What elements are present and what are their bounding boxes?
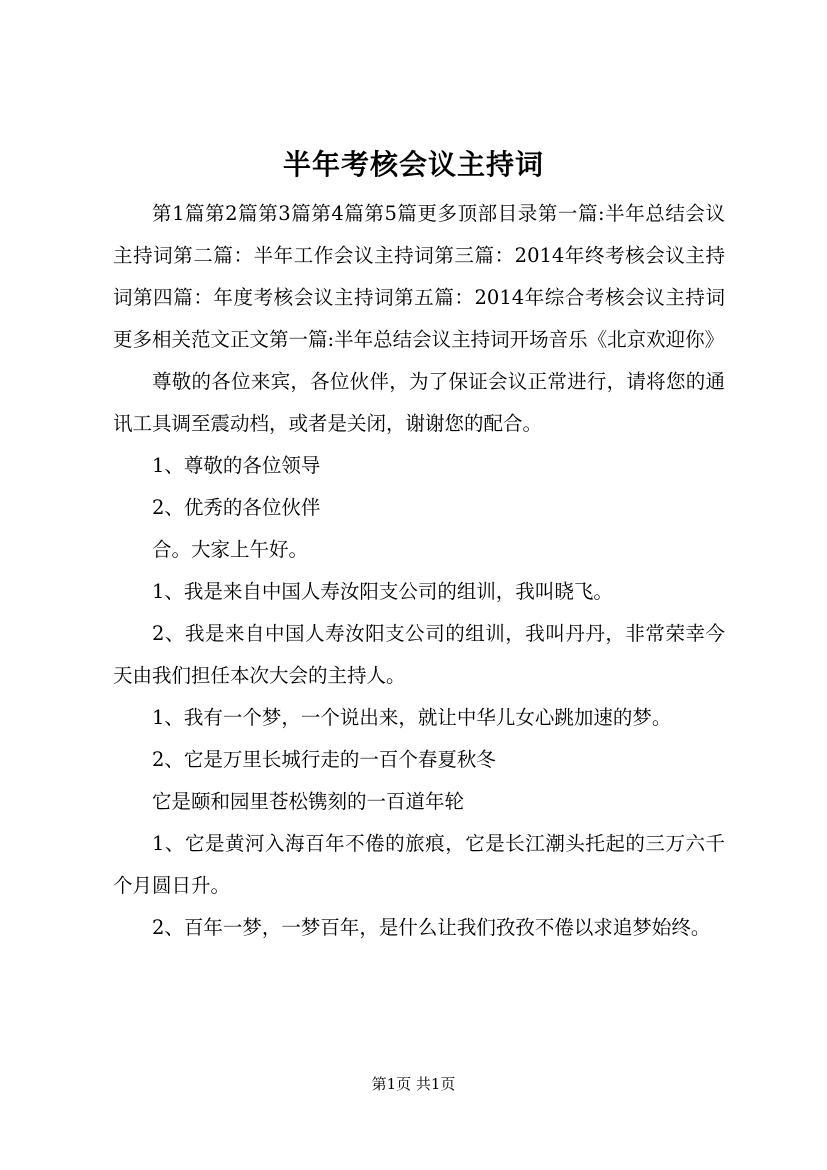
document-body [113,193,725,949]
paragraph-list-item: 1、尊敬的各位领导 [152,454,321,477]
paragraph-toc: 第1篇第2篇第3篇第4篇第5篇更多顶部目录第一篇:半年总结会议主持词第二篇：半年工作会议主持词第三篇：2014年终考核会议主持词第四篇：年度考核会议主持词第五篇：2014年综合考核会议主持词更多相关范文正文第一篇:半年总结会议主持词开场音乐《北京欢迎你》 [113,202,725,351]
paragraph-list-item: 2、我是来自中国人寿汝阳支公司的组训，我叫丹丹，非常荣幸今天由我们担任本次大会的主持人。 [113,622,725,687]
paragraph-list-item: 2、它是万里长城行走的一百个春夏秋冬 [152,748,496,771]
paragraph-list-item: 2、优秀的各位伙伴 [152,496,321,519]
paragraph-text: 它是颐和园里苍松镌刻的一百道年轮 [152,790,465,813]
document-title: 半年考核会议主持词 [282,148,544,181]
page-number-footer: 第1页 共1页 [371,1075,456,1093]
paragraph-list-item: 1、我有一个梦，一个说出来，就让中华儿女心跳加速的梦。 [152,706,672,729]
paragraph-text: 合。大家上午好。 [152,538,309,561]
paragraph-list-item: 2、百年一梦，一梦百年，是什么让我们孜孜不倦以求追梦始终。 [152,916,711,939]
paragraph-list-item: 1、我是来自中国人寿汝阳支公司的组训，我叫晓飞。 [152,580,613,603]
paragraph-list-item: 1、它是黄河入海百年不倦的旅痕，它是长江潮头托起的三万六千个月圆日升。 [113,832,725,897]
paragraph-greeting: 尊敬的各位来宾，各位伙伴，为了保证会议正常进行，请将您的通讯工具调至震动档，或者是关闭，谢谢您的配合。 [113,370,725,435]
